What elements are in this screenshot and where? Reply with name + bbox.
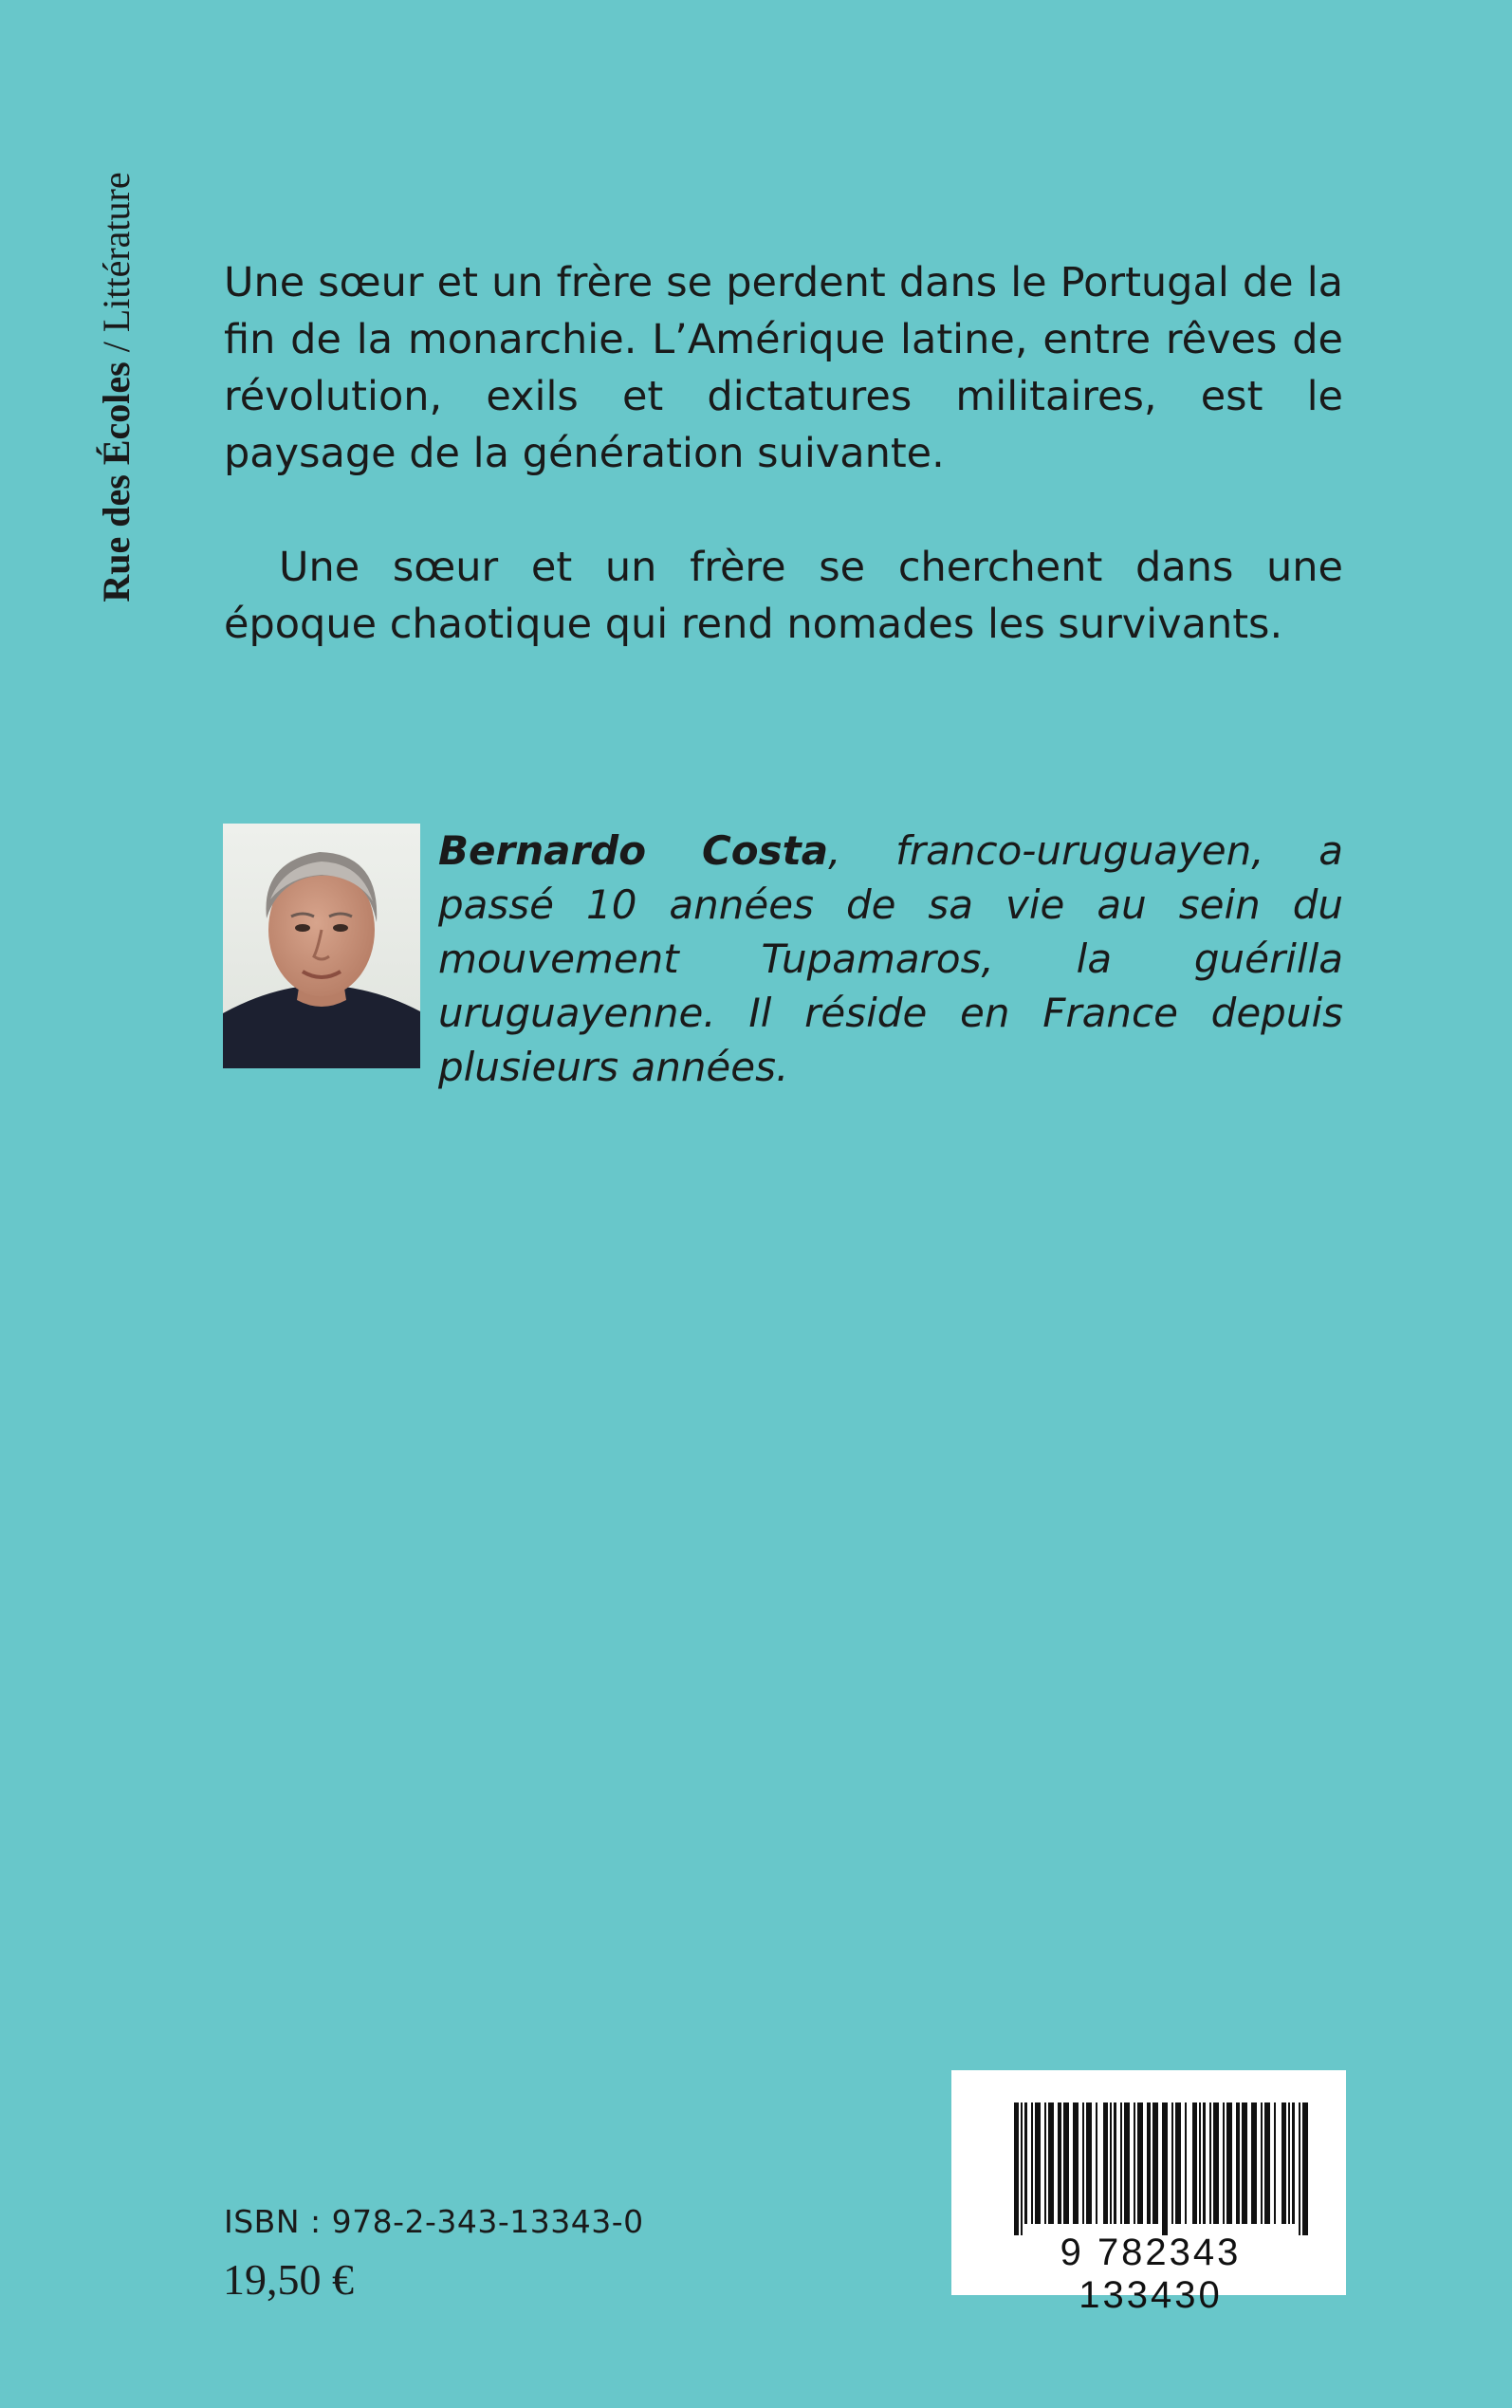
barcode-bar <box>1086 2102 1092 2224</box>
barcode-bar <box>1103 2102 1108 2224</box>
barcode-bar <box>1282 2102 1286 2224</box>
author-bio <box>438 824 1343 1094</box>
barcode-bar <box>1073 2102 1079 2224</box>
barcode-bar <box>1110 2102 1112 2224</box>
barcode-bar <box>1096 2102 1097 2224</box>
isbn: ISBN : 978-2-343-13343-0 <box>224 2203 644 2240</box>
series-category: Littérature <box>95 172 138 333</box>
barcode-bar <box>1162 2102 1168 2235</box>
barcode-bar <box>1209 2102 1211 2224</box>
barcode-bar <box>1203 2102 1206 2224</box>
barcode-bar <box>1063 2102 1069 2224</box>
spine-label <box>90 112 143 662</box>
price: 19,50 € <box>223 2255 354 2304</box>
barcode-bar <box>1264 2102 1270 2224</box>
barcode-bar <box>1223 2102 1225 2224</box>
barcode-bar <box>1292 2102 1295 2224</box>
barcode-bar <box>1014 2102 1019 2235</box>
series-name: Rue des Écoles <box>95 361 138 602</box>
barcode-bar <box>1134 2102 1135 2224</box>
series-separator: / <box>95 332 138 362</box>
barcode-bar <box>1035 2102 1041 2224</box>
blurb-paragraph-1: Une sœur et un frère se perdent dans le Portugal de la fin de la monarchie. L’Amérique latine, entre rêves de révolution, exils et dictatures militaires, est le paysage de la génération suivante. <box>224 259 1343 477</box>
barcode-bar <box>1226 2102 1232 2224</box>
barcode-bar <box>1171 2102 1173 2224</box>
barcode-bar <box>1147 2102 1151 2224</box>
barcode-bar <box>1288 2102 1290 2224</box>
barcode-digits: 9 782343 133430 <box>1060 2232 1242 2316</box>
barcode-bar <box>1021 2102 1023 2235</box>
barcode <box>951 2070 1346 2316</box>
barcode-bar <box>1114 2102 1116 2224</box>
barcode-bar <box>1058 2102 1061 2224</box>
author-photo <box>223 824 420 1068</box>
barcode-bar <box>1175 2102 1181 2224</box>
barcode-bar <box>1236 2102 1240 2224</box>
barcode-bar <box>1152 2102 1158 2224</box>
barcode-bar <box>1242 2102 1247 2224</box>
barcode-bar <box>1274 2102 1276 2224</box>
barcode-bar <box>1137 2102 1143 2224</box>
barcode-bar <box>1185 2102 1187 2224</box>
barcode-bar <box>1302 2102 1308 2235</box>
barcode-bar <box>1213 2102 1219 2224</box>
barcode-bar <box>1082 2102 1084 2224</box>
book-blurb <box>224 254 1343 653</box>
barcode-bar <box>1299 2102 1300 2235</box>
barcode-bar <box>1024 2102 1027 2224</box>
barcode-bar <box>1251 2102 1257 2224</box>
blurb-paragraph-2: Une sœur et un frère se cherchent dans une époque chaotique qui rend nomades les survivants. <box>224 544 1343 648</box>
barcode-bar <box>1044 2102 1046 2224</box>
author-bio-text: , franco-uruguayen, a passé 10 années de sa vie au sein du mouvement Tupamaros, la guérilla uruguayenne. Il réside en France depuis plusieurs années. <box>438 827 1343 1090</box>
barcode-bar <box>1192 2102 1197 2224</box>
barcode-bar <box>1120 2102 1122 2224</box>
barcode-bar <box>1261 2102 1263 2224</box>
barcode-bar <box>1124 2102 1130 2224</box>
author-name: Bernardo Costa <box>438 827 829 874</box>
barcode-bar <box>1048 2102 1054 2224</box>
barcode-bar <box>1199 2102 1201 2224</box>
barcode-bar <box>1031 2102 1033 2224</box>
